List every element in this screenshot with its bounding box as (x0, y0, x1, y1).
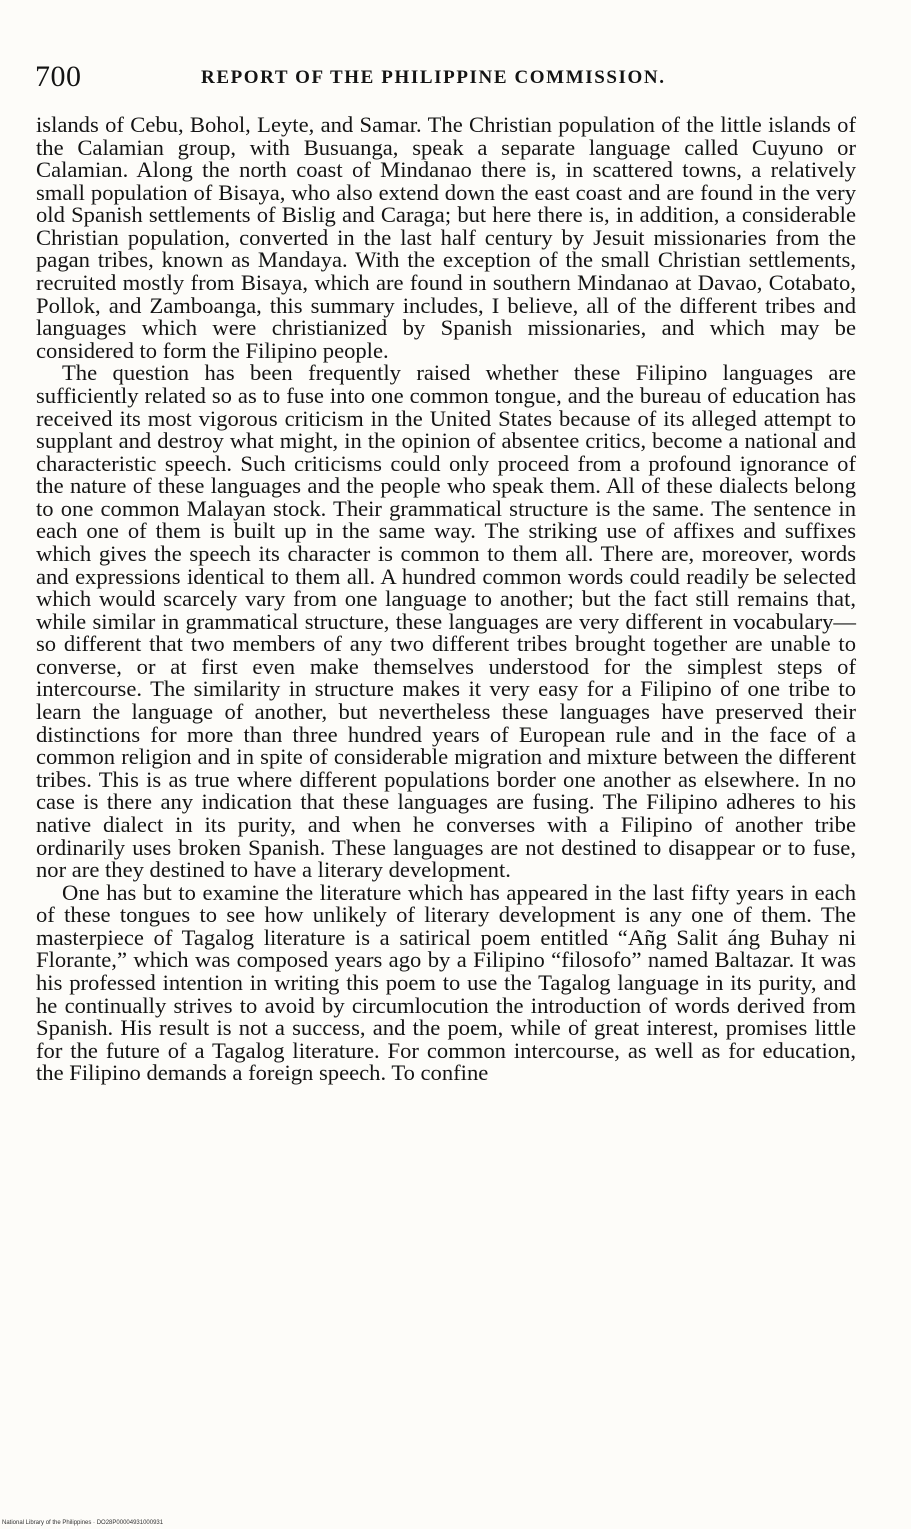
page-number: 700 (35, 60, 82, 93)
body-text (36, 114, 856, 1085)
paragraph-2: The question has been frequently raised whether these Filipino languages are sufficiently related so as to fuse into one common tongue, and the bureau of education has received its most vigorous criticism in the United States because of its alleged attempt to supplant and destroy what might, in the opinion of absentee critics, become a national and characteristic speech. Such criticisms could only proceed from a profound ignorance of the nature of these languages and the people who speak them. All of these dialects belong to one common Malayan stock. Their grammatical structure is the same. The sentence in each one of them is built up in the same way. The striking use of affixes and suffixes which gives the speech its character is common to them all. There are, moreover, words and expressions identical to them all. A hundred common words could readily be selected which would scarcely vary from one language to another; but the fact still remains that, while similar in grammatical structure, these languages are very different in vocabulary—so different that two members of any two different tribes brought together are unable to converse, or at first even make themselves understood for the simplest steps of intercourse. The similarity in structure makes it very easy for a Filipino of one tribe to learn the language of another, but nevertheless these languages have preserved their distinctions for more than three hundred years of European rule and in the face of a common religion and in spite of considerable migration and mixture between the different tribes. This is as true where different populations border one another as elsewhere. In no case is there any indication that these languages are fusing. The Filipino adheres to his native dialect in its purity, and when he converses with a Filipino of another tribe ordinarily uses broken Spanish. These languages are not destined to disappear or to fuse, nor are they destined to have a literary development. (36, 360, 856, 883)
paragraph-3: One has but to examine the literature which has appeared in the last fifty years in each of these tongues to see how unlikely of literary development is any one of them. The masterpiece of Tagalog literature is a satirical poem entitled “Añg Salit áng Buhay ni Florante,” which was composed years ago by a Filipino “filosofo” named Baltazar. It was his professed intention in writing this poem to use the Tagalog language in its purity, and he continually strives to avoid by circumlocution the introduction of words derived from Spanish. His result is not a success, and the poem, while of great interest, promises little for the future of a Tagalog literature. For common intercourse, as well as for education, the Filipino demands a foreign speech. To confine (36, 879, 856, 1086)
library-footer: National Library of the Philippines · DO28P00004931000931 (2, 1520, 164, 1526)
running-head: REPORT OF THE PHILIPPINE COMMISSION. (201, 67, 666, 88)
page-header (35, 60, 855, 96)
paragraph-1: islands of Cebu, Bohol, Leyte, and Samar. The Christian population of the little islands of the Calamian group, with Busuanga, speak a separate language called Cuyuno or Calamian. Along the north coast of Mindanao there is, in scattered towns, a relatively small population of Bisaya, who also extend down the east coast and are found in the very old Spanish settlements of Bislig and Caraga; but here there is, in addition, a considerable Christian population, converted in the last half century by Jesuit missionaries from the pagan tribes, known as Mandaya. With the exception of the small Christian settlements, recruited mostly from Bisaya, which are found in southern Mindanao at Davao, Cotabato, Pollok, and Zamboanga, this summary includes, I believe, all of the different tribes and languages which were christianized by Spanish missionaries, and which may be considered to form the Filipino people. (36, 112, 856, 363)
